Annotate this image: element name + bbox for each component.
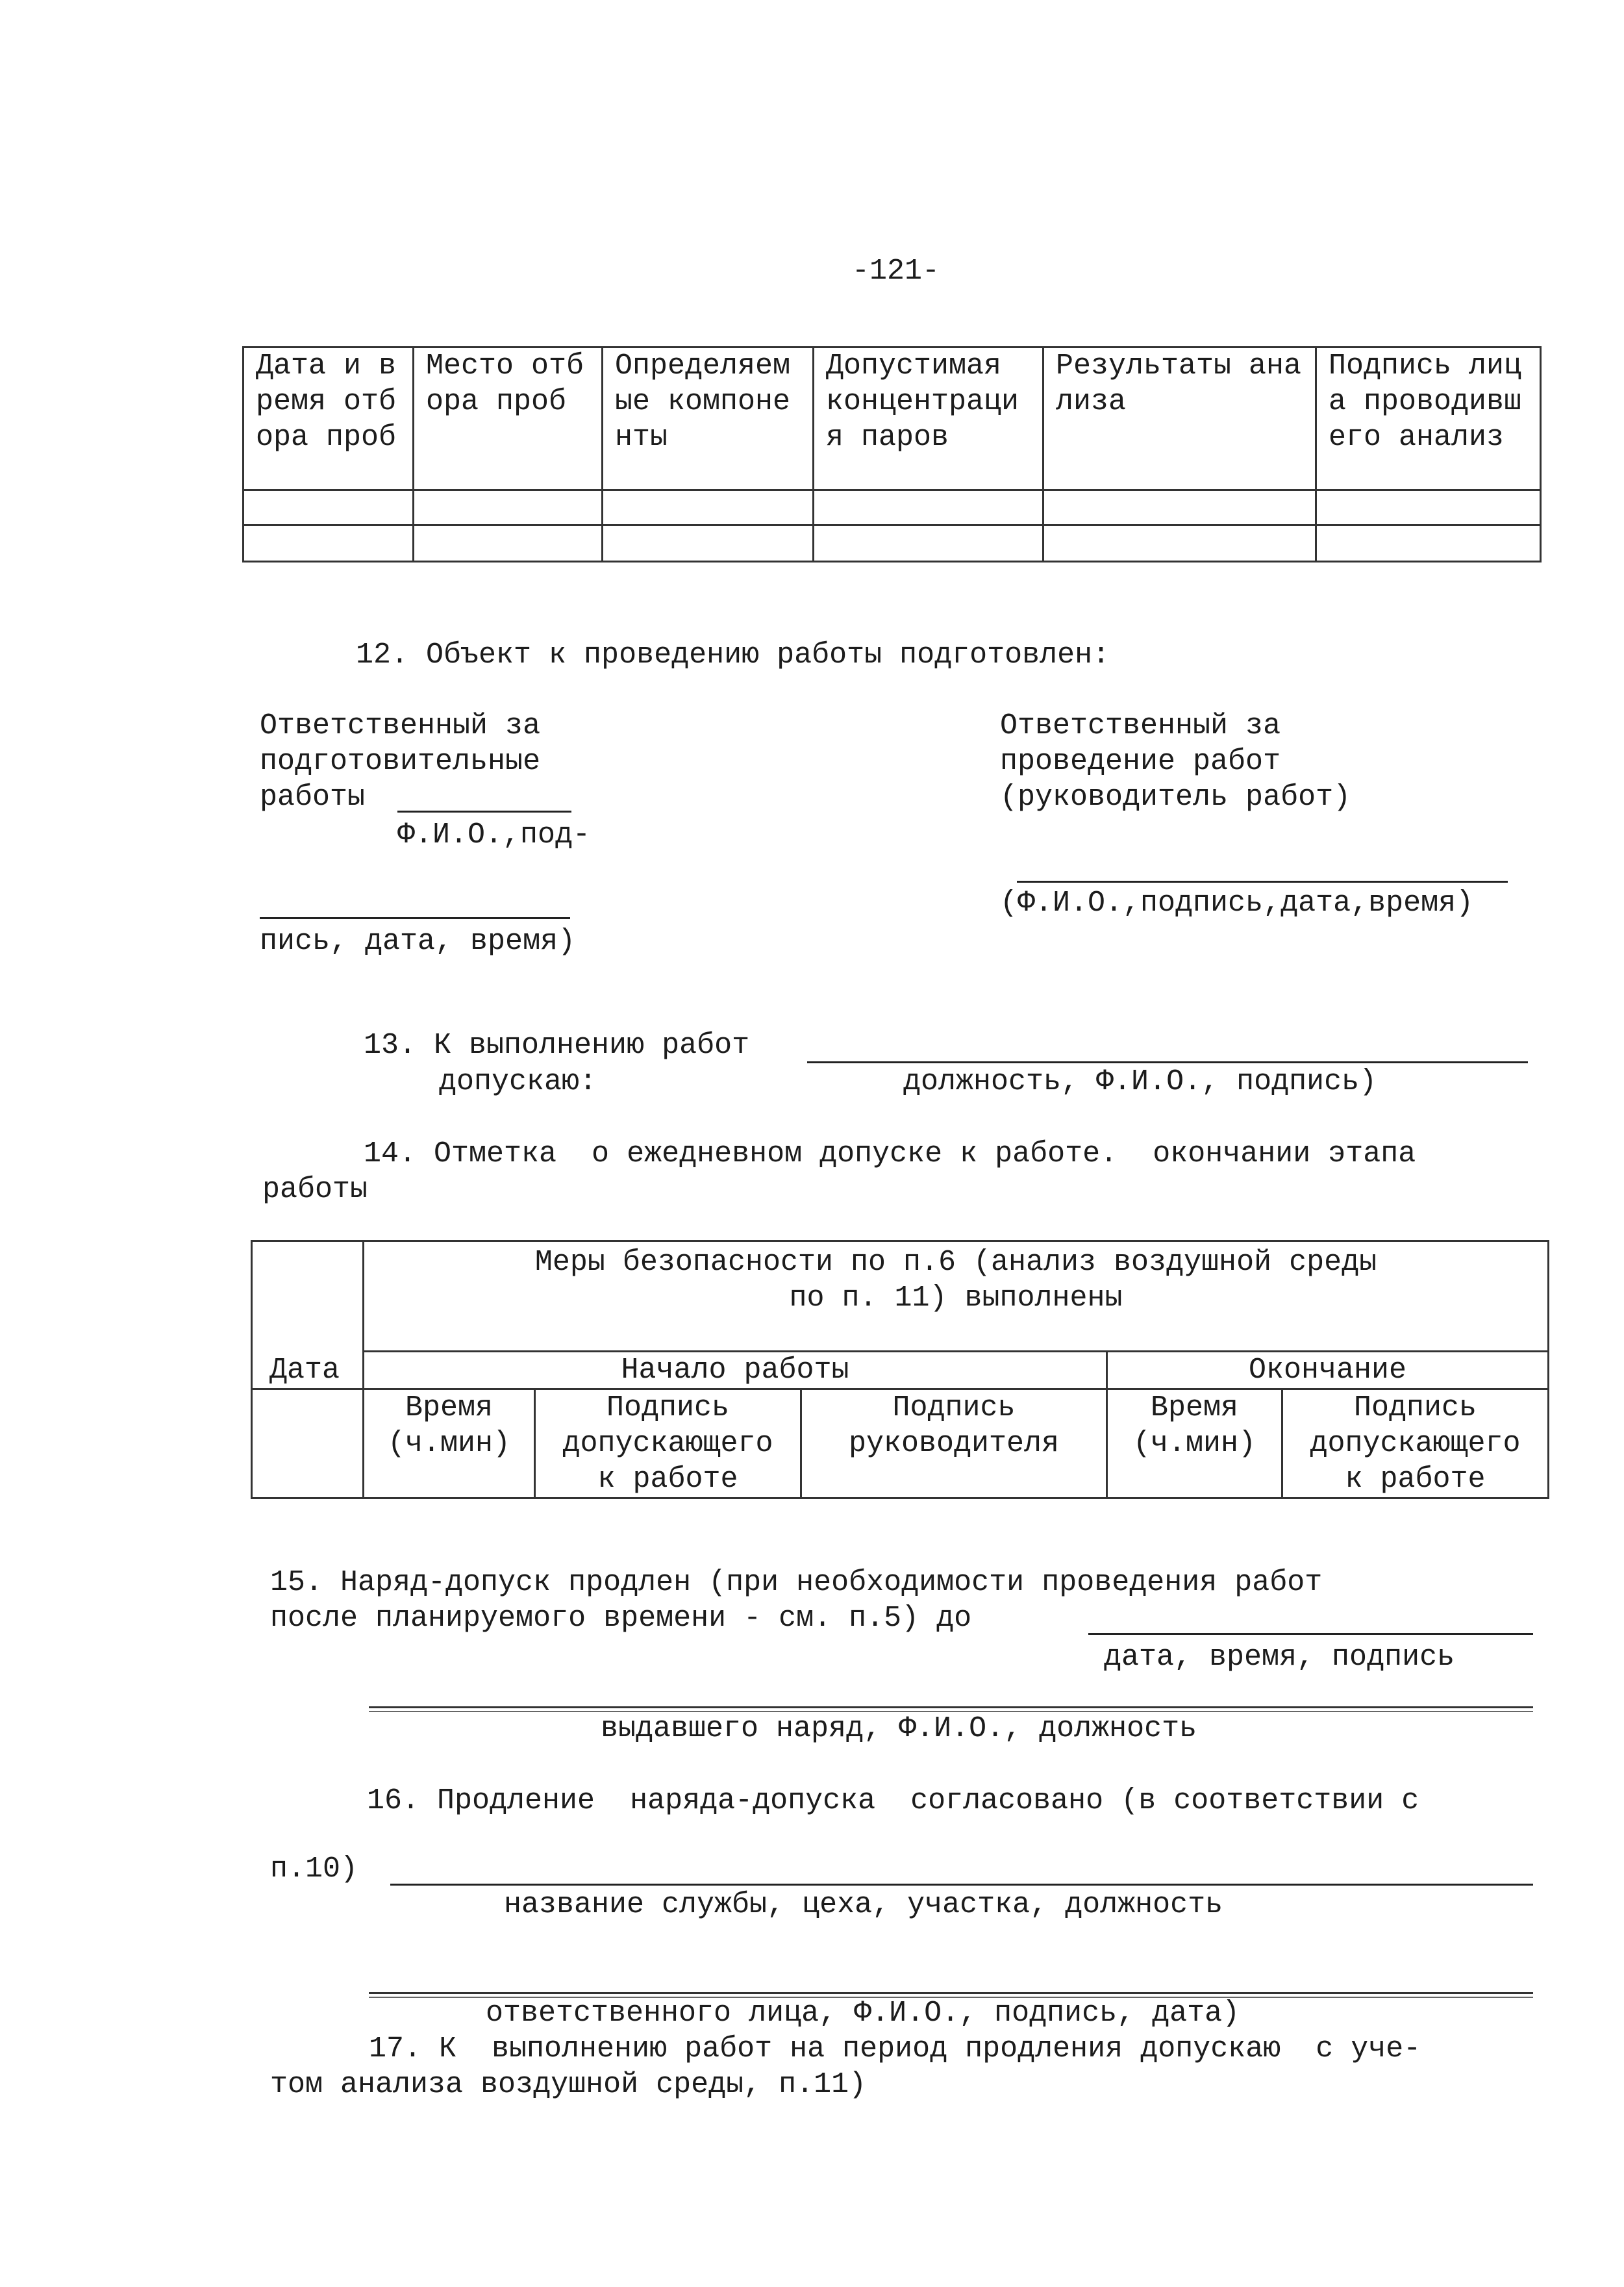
header-end-time: Время (ч.мин): [1107, 1389, 1282, 1498]
item15-text: 15. Наряд-допуск продлен (при необходимости проведения работ: [270, 1566, 1323, 1599]
header-work-end: Окончание: [1107, 1352, 1549, 1389]
table-cell[interactable]: [814, 525, 1043, 562]
item13-sub: должность, Ф.И.О., подпись): [903, 1065, 1377, 1098]
table-row: [244, 525, 1541, 562]
table-cell[interactable]: [603, 525, 814, 562]
table-cell[interactable]: [814, 490, 1043, 525]
item15-sub1: дата, время, подпись: [1104, 1641, 1455, 1674]
signature-line[interactable]: [807, 1061, 1528, 1063]
item15-text2: после планируемого времени - см. п.5) до: [270, 1602, 972, 1635]
table-cell[interactable]: [414, 525, 603, 562]
item16-text2: п.10): [270, 1852, 358, 1886]
item15-sub2: выдавшего наряд, Ф.И.О., должность: [601, 1712, 1197, 1745]
header-work-start: Начало работы: [364, 1352, 1107, 1389]
item12-left-sub2: пись, дата, время): [260, 925, 576, 958]
table-row: [244, 490, 1541, 525]
item14-text: 14. Отметка о ежедневном допуске к работе. окончании этапа: [364, 1137, 1416, 1170]
header-concentration: Допустимая концентрация паров: [814, 347, 1043, 490]
item12-right-line2: проведение работ: [1000, 745, 1281, 778]
table-cell[interactable]: [1316, 525, 1541, 562]
header-end-admitter-signature: Подпись допускающего к работе: [1282, 1389, 1549, 1498]
item13-text2: допускаю:: [439, 1065, 597, 1098]
header-start-time: Время (ч.мин): [364, 1389, 535, 1498]
signature-line[interactable]: [260, 917, 570, 919]
item14-text2: работы: [262, 1173, 368, 1206]
signature-line[interactable]: [1017, 881, 1508, 883]
item16-sub2: ответственного лица, Ф.И.О., подпись, дата): [486, 1997, 1240, 2030]
item12-right-line1: Ответственный за: [1000, 709, 1281, 742]
analysis-table: [242, 346, 1542, 562]
page-number: -121-: [852, 255, 940, 288]
table-cell[interactable]: [244, 490, 414, 525]
item12-left-line2: подготовительные: [260, 745, 541, 778]
item12-left-sub1: Ф.И.О.,под-: [397, 818, 591, 852]
daily-admission-table: [251, 1240, 1549, 1499]
table-cell[interactable]: [414, 490, 603, 525]
header-safety-measures: Меры безопасности по п.6 (анализ воздушной среды по п. 11) выполнены: [364, 1241, 1549, 1352]
table-cell[interactable]: [1043, 525, 1316, 562]
signature-line[interactable]: [390, 1884, 1533, 1886]
table-cell[interactable]: [1043, 490, 1316, 525]
table-cell[interactable]: [252, 1389, 364, 1498]
table-cell[interactable]: [603, 490, 814, 525]
header-components: Определяемые компоненты: [603, 347, 814, 490]
item16-text: 16. Продление наряда-допуска согласовано (в соответствии с: [367, 1784, 1419, 1817]
signature-line[interactable]: [1088, 1633, 1533, 1635]
header-signature: Подпись лица проводившего анализ: [1316, 347, 1541, 490]
table-cell[interactable]: [244, 525, 414, 562]
header-date-time: Дата и время отбора проб: [244, 347, 414, 490]
header-start-admitter-signature: Подпись допускающего к работе: [535, 1389, 801, 1498]
item12-left-line1: Ответственный за: [260, 709, 541, 742]
item12-left-line3: работы: [260, 781, 366, 814]
item12-title: 12. Объект к проведению работы подготовлен:: [356, 638, 1110, 672]
header-date: Дата: [252, 1241, 364, 1389]
header-manager-signature: Подпись руководителя: [801, 1389, 1107, 1498]
item17-text: 17. К выполнению работ на период продления допускаю с уче-: [369, 2032, 1421, 2066]
table-cell[interactable]: [1316, 490, 1541, 525]
signature-line[interactable]: [397, 811, 571, 813]
header-place: Место отбора проб: [414, 347, 603, 490]
item13-text: 13. К выполнению работ: [364, 1029, 750, 1062]
item12-right-line3: (руководитель работ): [1000, 781, 1351, 814]
item12-right-sub: (Ф.И.О.,подпись,дата,время): [1000, 887, 1474, 920]
header-results: Результаты анализа: [1043, 347, 1316, 490]
item16-sub1: название службы, цеха, участка, должность: [504, 1888, 1223, 1921]
item17-text2: том анализа воздушной среды, п.11): [270, 2068, 867, 2101]
